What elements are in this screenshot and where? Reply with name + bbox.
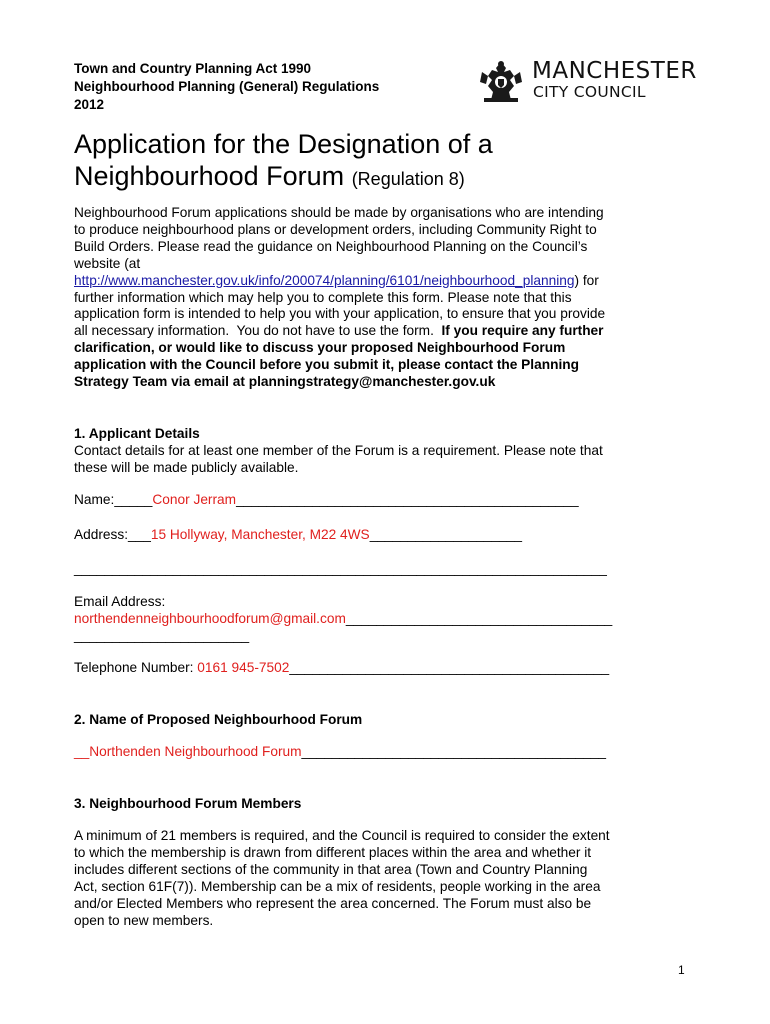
telephone-rule: __________________________________________ — [289, 660, 610, 675]
section-3-text: Act, section 61F(7)). Membership can be a mix of residents, people working in the area — [74, 879, 601, 894]
forum-name-value: __Northenden Neighbourhood Forum — [74, 744, 302, 759]
telephone-label: Telephone Number: — [74, 660, 198, 675]
section-3-text: open to new members. — [74, 913, 214, 928]
intro-bold: If you require any further — [441, 323, 604, 339]
address-label: Address:___ — [74, 527, 151, 542]
address-rule: ____________________ — [369, 527, 522, 542]
telephone-field[interactable] — [74, 659, 609, 676]
intro-bold-line: application with the Council before you submit it, please contact the Planning — [74, 357, 579, 373]
section-3-heading: 3. Neighbourhood Forum Members — [74, 796, 302, 811]
council-logo — [476, 58, 696, 106]
address-value: 15 Hollyway, Manchester, M22 4WS — [150, 527, 370, 542]
act-line: 2012 — [74, 97, 105, 112]
legislation-header — [74, 60, 454, 114]
email-value: northendenneighbourhoodforum@gmail.com — [74, 611, 346, 626]
section-3-text: A minimum of 21 members is required, and the Council is required to consider the extent — [74, 828, 610, 843]
act-line: Neighbourhood Planning (General) Regulations — [74, 79, 380, 94]
intro-line: further information which may help you to complete this form. Please note that this — [74, 289, 572, 305]
page-number: 1 — [678, 963, 685, 977]
email-rule: ___________________________________ — [345, 611, 613, 626]
page-title — [74, 128, 493, 195]
intro-line: all necessary information. You do not have to use the form. — [74, 323, 442, 339]
section-1-description: these will be made publicly available. — [74, 460, 299, 475]
section-1-description: Contact details for at least one member of the Forum is a requirement. Please note that — [74, 443, 603, 458]
intro-line: application form is intended to help you with your application, to ensure that you provide — [74, 306, 606, 322]
telephone-value: 0161 945-7502 — [197, 660, 290, 675]
address-field[interactable] — [74, 526, 522, 543]
intro-bold-line: Strategy Team via email at planningstrategy@manchester.gov.uk — [74, 374, 496, 390]
email-label: Email Address: — [74, 594, 166, 609]
section-3-text: to which the membership is drawn from different places within the area and whether it — [74, 845, 592, 860]
section-3-text: and/or Elected Members who represent the area concerned. The Forum must also be — [74, 896, 592, 911]
coat-of-arms-icon — [476, 58, 526, 104]
forum-name-field[interactable] — [74, 743, 606, 760]
intro-line: Build Orders. Please read the guidance on Neighbourhood Planning on the Council’s — [74, 238, 588, 254]
intro-bold-line: clarification, or would like to discuss your proposed Neighbourhood Forum — [74, 340, 566, 356]
logo-line-1: MANCHESTER — [532, 58, 697, 84]
intro-line: to produce neighbourhood plans or development orders, including Community Right to — [74, 221, 597, 237]
title-line-2: Neighbourhood Forum — [74, 161, 345, 191]
section-3-text: includes different sections of the community in that area (Town and Country Planning — [74, 862, 588, 877]
email-rule-2: _______________________ — [74, 628, 250, 643]
title-regulation: (Regulation 8) — [351, 169, 465, 189]
guidance-link[interactable]: http://www.manchester.gov.uk/info/200074/planning/6101/neighbourhood_planning — [74, 272, 575, 288]
logo-line-2: CITY COUNCIL — [533, 83, 646, 101]
section-1-heading: 1. Applicant Details — [74, 426, 200, 441]
name-value: Conor Jerram — [152, 492, 237, 507]
title-line-1: Application for the Designation of a — [74, 129, 493, 159]
intro-line: ) for — [574, 272, 599, 288]
act-line: Town and Country Planning Act 1990 — [74, 61, 312, 76]
section-2-heading: 2. Name of Proposed Neighbourhood Forum — [74, 712, 363, 727]
intro-paragraph — [74, 205, 684, 391]
name-rule: _____________________________________________ — [236, 492, 579, 507]
forum-name-rule: ________________________________________ — [301, 744, 607, 759]
email-field[interactable] — [74, 610, 612, 627]
name-field[interactable] — [74, 491, 579, 508]
intro-line: Neighbourhood Forum applications should be made by organisations who are intending — [74, 205, 604, 220]
name-label: Name:_____ — [74, 492, 153, 507]
address-line-2[interactable]: ______________________________________________________________________ — [74, 561, 607, 576]
intro-line: website (at — [74, 255, 141, 271]
